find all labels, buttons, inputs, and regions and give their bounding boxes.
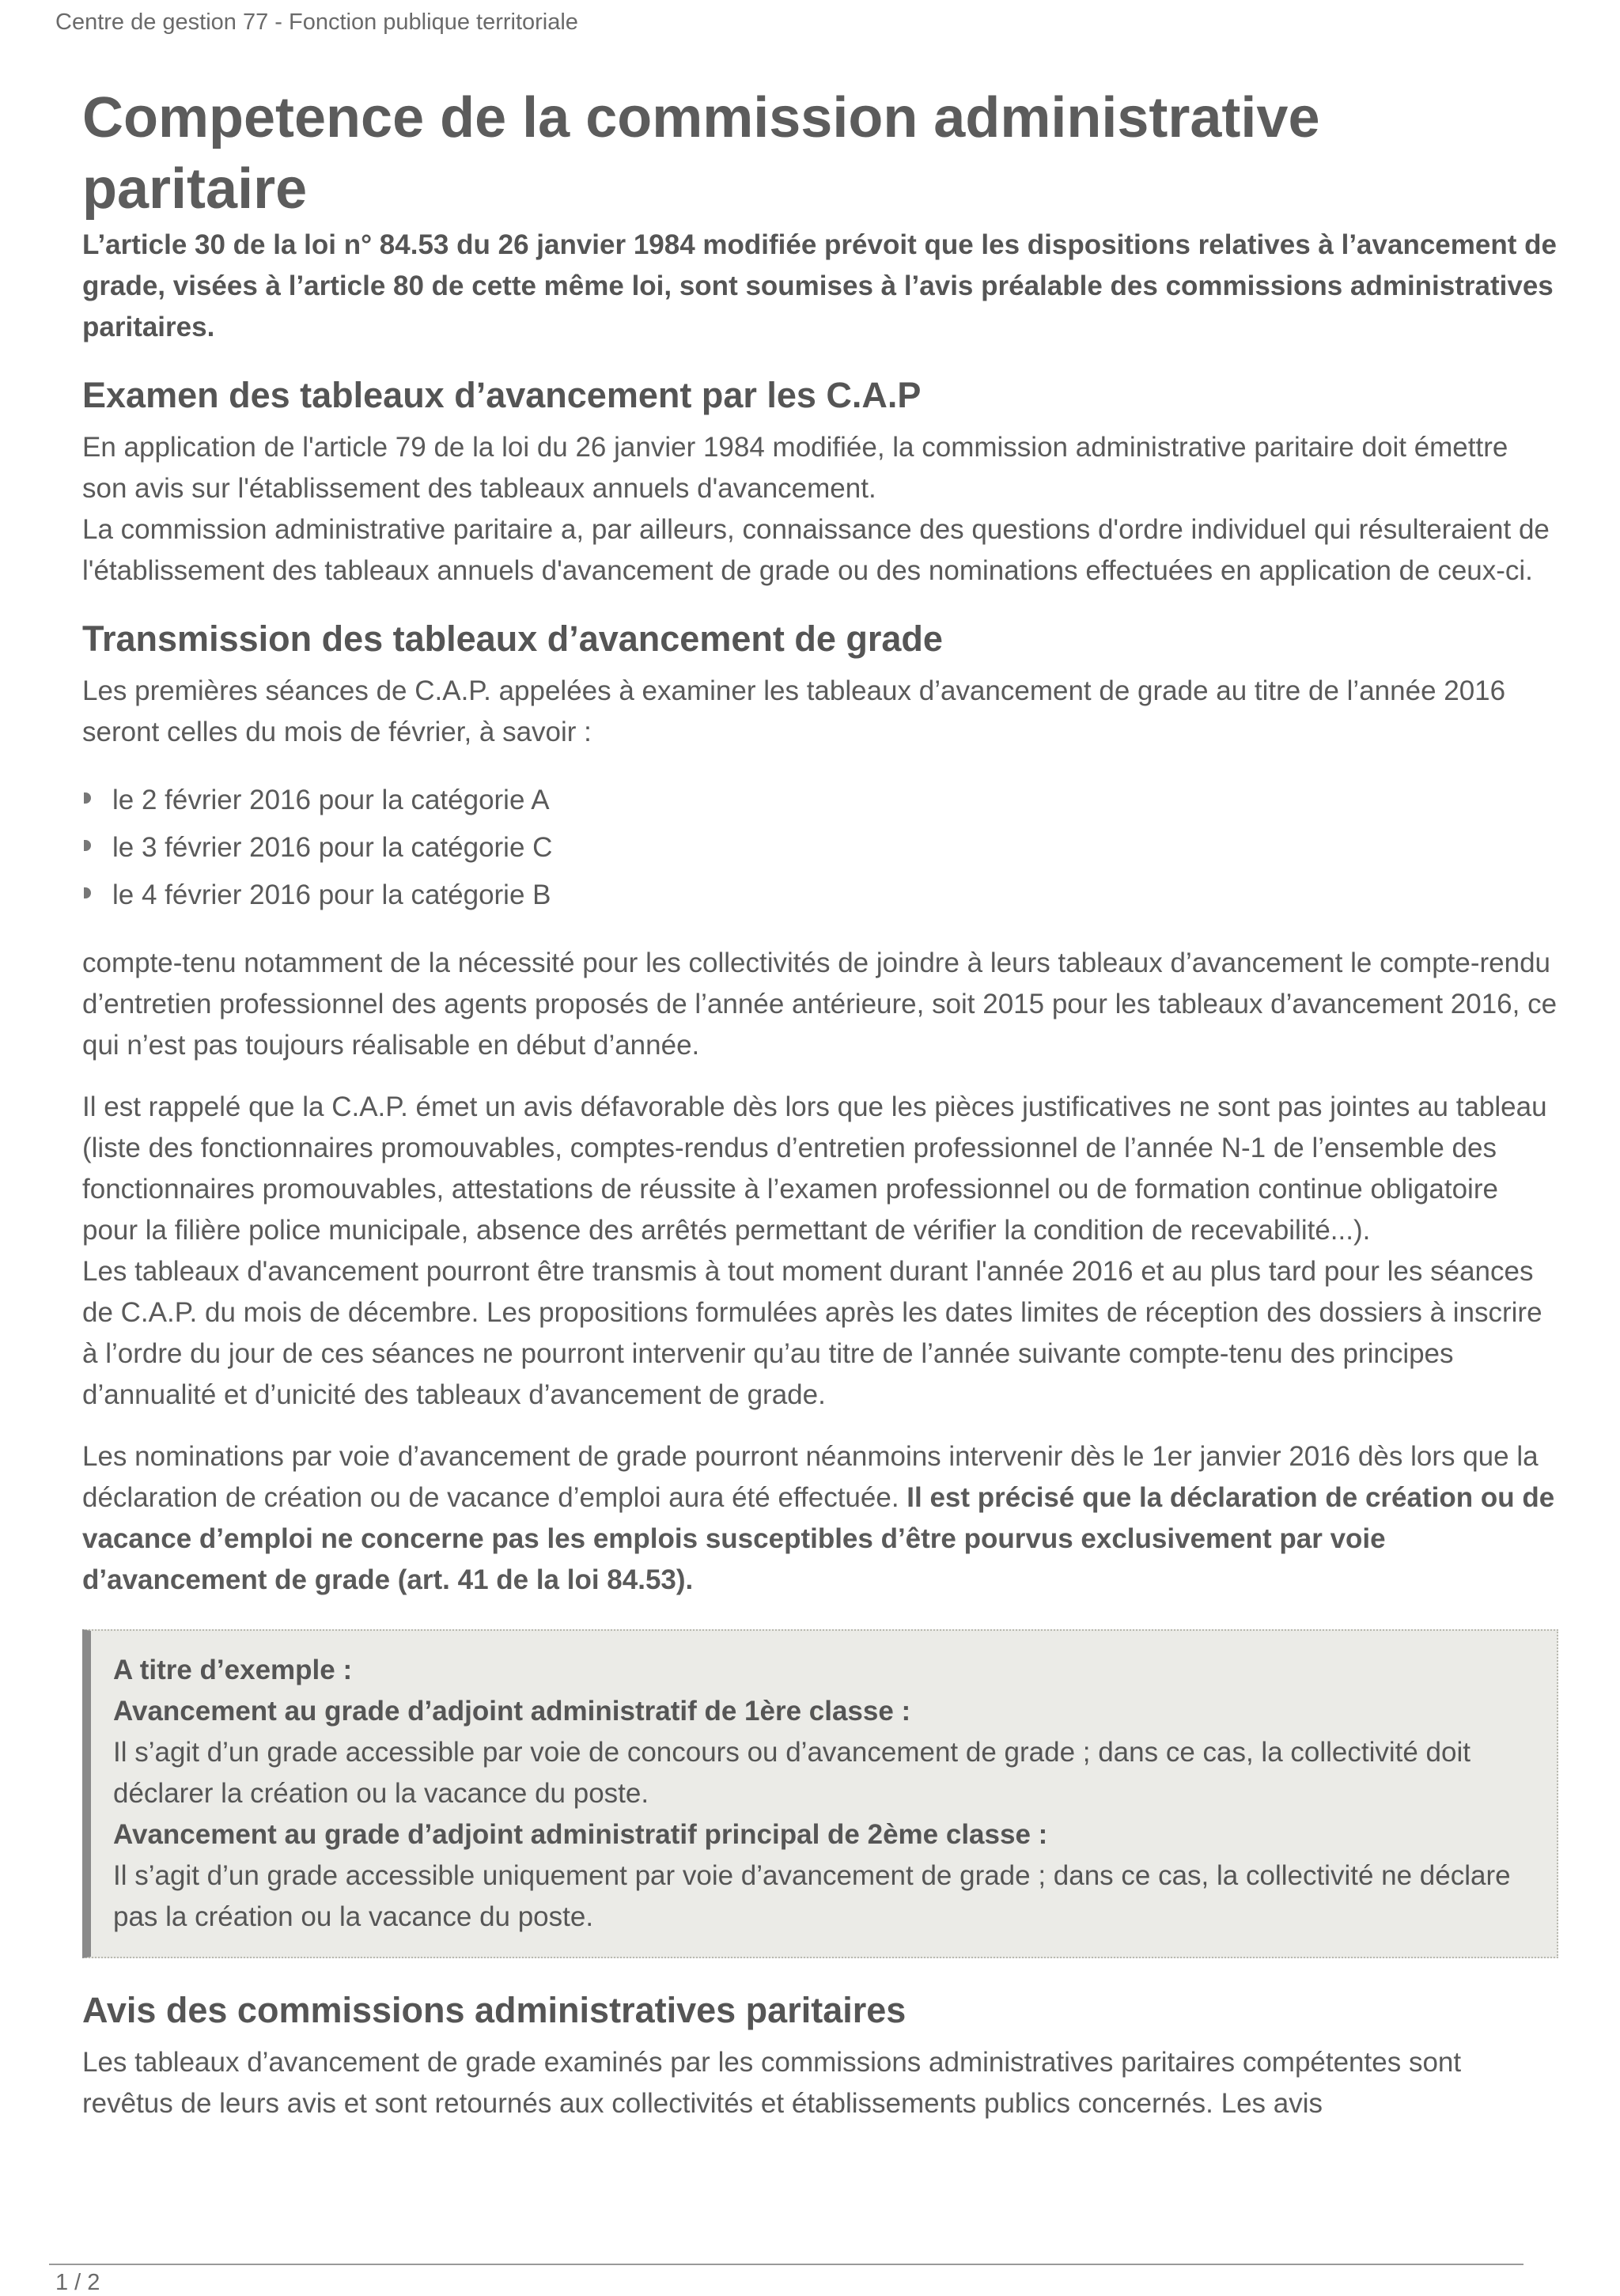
document-body xyxy=(82,82,1558,2124)
section2-paragraph-1: Les premières séances de C.A.P. appelées à examiner les tableaux d’avancement de grade au titre de l’année 2016 seront celles du mois de février, à savoir : xyxy=(82,675,1506,747)
list-item xyxy=(82,872,1558,919)
section1-paragraph-1: En application de l'article 79 de la loi du 26 janvier 1984 modifiée, la commission administrative paritaire doit émettre son avis sur l'établissement des tableaux annuels d'avancement. xyxy=(82,432,1508,504)
page-title: Competence de la commission administrative paritaire xyxy=(82,86,1320,221)
site-header: Centre de gestion 77 - Fonction publique territoriale xyxy=(55,9,578,35)
list-item xyxy=(82,824,1558,872)
nominations-emphasis: Il est précisé que la déclaration de création ou de vacance d’emploi ne concerne pas les emplois susceptibles d’être pourvus exclusivement par voie d’avancement de grade (art. 41 de la loi 84.53). xyxy=(82,1482,1555,1595)
bullet-icon xyxy=(84,792,91,804)
example-heading-1: Avancement au grade d’adjoint administratif de 1ère classe : xyxy=(113,1696,911,1727)
section2-paragraph-4: Les tableaux d'avancement pourront être transmis à tout moment durant l'année 2016 et au plus tard pour les séances de C.A.P. du mois de décembre. Les propositions formulées après les dates limites de réception des dossiers à inscrire à l’ordre du jour de ces séances ne pourront intervenir qu’au titre de l’année suivante compte-tenu des principes d’annualité et d’unicité des tableaux d’avancement de grade. xyxy=(82,1256,1542,1410)
nominations-text: Les nominations par voie d’avancement de grade pourront néanmoins intervenir dès le 1er janvier 2016 dès lors que la déclaration de création ou de vacance d’emploi aura été effectuée. xyxy=(82,1441,1539,1513)
list-item-text: le 3 février 2016 pour la catégorie C xyxy=(112,832,553,863)
section-heading-transmission: Transmission des tableaux d’avancement de grade xyxy=(82,618,943,659)
section2-paragraph-5 xyxy=(82,1436,1558,1601)
list-item-text: le 4 février 2016 pour la catégorie B xyxy=(112,879,551,910)
bullet-icon xyxy=(84,887,91,898)
section-heading-examen: Examen des tableaux d’avancement par les C.A.P xyxy=(82,375,922,415)
example-text-2: Il s’agit d’un grade accessible uniquement par voie d’avancement de grade ; dans ce cas, la collectivité ne déclare pas la création ou la vacance du poste. xyxy=(113,1860,1511,1932)
cap-dates-list xyxy=(82,777,1558,919)
page-number: 1 / 2 xyxy=(55,2270,100,2295)
section1-paragraph-2: La commission administrative paritaire a, par ailleurs, connaissance des questions d'ordre individuel qui résulteraient de l'établissement des tableaux annuels d'avancement de grade ou des nominations effectuées en application de ceux-ci. xyxy=(82,514,1550,586)
list-item-text: le 2 février 2016 pour la catégorie A xyxy=(112,785,550,815)
example-heading-2: Avancement au grade d’adjoint administratif principal de 2ème classe : xyxy=(113,1819,1048,1850)
section2-paragraph-3: Il est rappelé que la C.A.P. émet un avis défavorable dès lors que les pièces justificatives ne sont pas jointes au tableau (liste des fonctionnaires promouvables, comptes-rendus d’entretien professionnel de l’année N-1 de l’ensemble des fonctionnaires promouvables, attestations de réussite à l’examen professionnel ou de formation continue obligatoire pour la filière police municipale, absence des arrêtés permettant de vérifier la condition de recevabilité...). xyxy=(82,1091,1547,1246)
bullet-icon xyxy=(84,840,91,851)
intro-paragraph: L’article 30 de la loi n° 84.53 du 26 janvier 1984 modifiée prévoit que les dispositions relatives à l’avancement de grade, visées à l’article 80 de cette même loi, sont soumises à l’avis préalable des commissions administratives paritaires. xyxy=(82,229,1557,342)
example-text-1: Il s’agit d’un grade accessible par voie de concours ou d’avancement de grade ; dans ce cas, la collectivité doit déclarer la création ou la vacance du poste. xyxy=(113,1737,1470,1809)
section2-paragraph-2: compte-tenu notamment de la nécessité pour les collectivités de joindre à leurs tableaux d’avancement le compte-rendu d’entretien professionnel des agents proposés de l’année antérieure, soit 2015 pour les tableaux d’avancement 2016, ce qui n’est pas toujours réalisable en début d’année. xyxy=(82,948,1558,1061)
list-item xyxy=(82,777,1558,824)
example-lead: A titre d’exemple : xyxy=(113,1655,353,1685)
section-heading-avis: Avis des commissions administratives paritaires xyxy=(82,1990,907,2030)
section3-paragraph-1: Les tableaux d’avancement de grade examinés par les commissions administratives paritaires compétentes sont revêtus de leurs avis et sont retournés aux collectivités et établissements publics concernés. Les avis xyxy=(82,2047,1462,2119)
example-callout xyxy=(82,1629,1558,1958)
footer-divider xyxy=(49,2264,1523,2265)
